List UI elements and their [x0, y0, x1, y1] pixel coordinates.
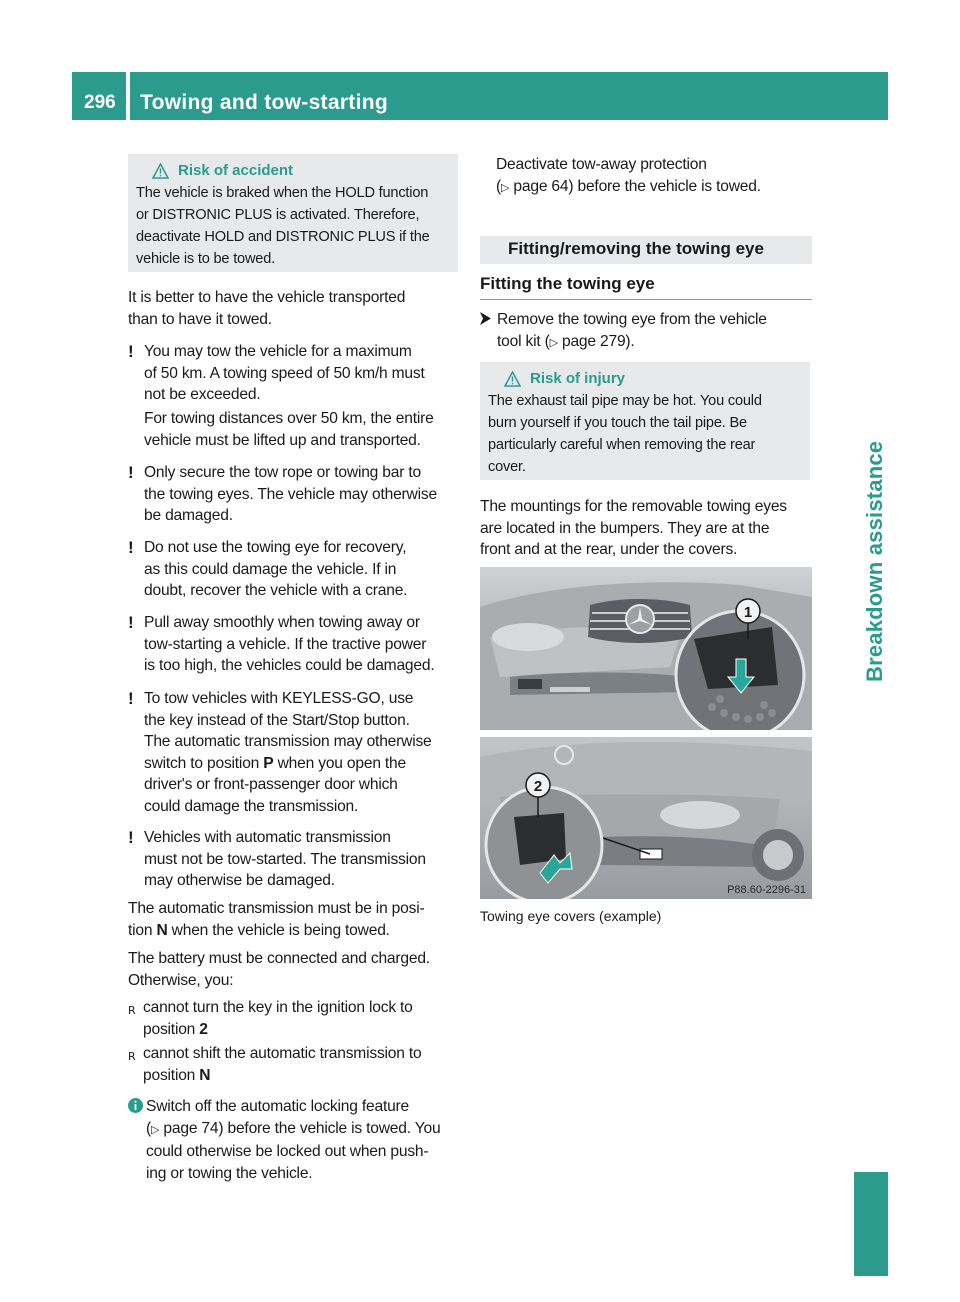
text-line: position N	[143, 1066, 211, 1084]
warning-heading	[488, 368, 802, 390]
text-line: doubt, recover the vehicle with a crane.	[144, 582, 408, 599]
section-heading-text: Fitting/removing the towing eye	[508, 239, 764, 258]
injury-warning-box	[480, 362, 810, 480]
transmission-paragraph	[128, 898, 460, 941]
text-line: switch to position P when you open the	[144, 754, 407, 772]
text-line: driver's or front-passenger door which	[144, 776, 398, 793]
text-line: cannot turn the key in the ignition lock to	[143, 999, 413, 1016]
intro-paragraph	[128, 287, 460, 330]
text-line: tion N when the vehicle is being towed.	[128, 921, 390, 939]
warning-heading-text: Risk of accident	[178, 162, 294, 179]
warning-heading-text: Risk of injury	[530, 370, 626, 387]
battery-paragraph	[128, 948, 462, 991]
text-line: the key instead of the Start/Stop button.	[144, 711, 410, 729]
text-line: (▷ page 64) before the vehicle is towed.	[496, 177, 761, 195]
warning-body-line: deactivate HOLD and DISTRONIC PLUS if the	[136, 229, 430, 245]
page-number: 296	[84, 92, 116, 113]
text-line: The automatic transmission may otherwise	[144, 733, 432, 750]
info-note	[128, 1096, 462, 1184]
text-line: Do not use the towing eye for recovery,	[144, 539, 407, 556]
warning-body-line: burn yourself if you touch the tail pipe. Be	[488, 415, 747, 431]
text-line: the towing eyes. The vehicle may otherwise	[144, 485, 437, 503]
text-line: may otherwise be damaged.	[144, 872, 335, 889]
bullet-marker: R	[128, 1050, 136, 1063]
section-heading	[480, 236, 812, 264]
side-tab-block	[854, 1172, 888, 1276]
caution-note	[128, 827, 460, 893]
warning-body-line: particularly careful when removing the rear	[488, 437, 756, 453]
caution-mark-icon: !	[128, 538, 134, 557]
list-item	[128, 997, 460, 1041]
caution-note	[128, 341, 460, 407]
accident-warning-box	[128, 154, 458, 272]
text-line: could otherwise be locked out when push-	[146, 1143, 429, 1160]
text-line: not be exceeded.	[144, 386, 261, 403]
text-line: tow-starting a vehicle. If the tractive power	[144, 635, 427, 653]
text-line: must not be tow-started. The transmission	[144, 850, 426, 868]
caution-mark-icon: !	[128, 613, 134, 632]
text-line: The automatic transmission must be in posi-	[128, 900, 425, 917]
text-line: ing or towing the vehicle.	[146, 1164, 313, 1182]
text-line: For towing distances over 50 km, the entire	[144, 410, 434, 427]
front-bumper-photo	[480, 567, 812, 730]
caution-note	[128, 688, 460, 822]
text-line: front and at the rear, under the covers.	[480, 541, 738, 558]
info-icon	[128, 1098, 143, 1113]
figure-code: P88.60-2296-31	[727, 884, 806, 896]
list-item	[128, 1043, 460, 1087]
warning-triangle-icon	[152, 163, 169, 179]
front-bumper-illustration	[480, 567, 812, 730]
text-line: is too high, the vehicles could be damaged.	[144, 657, 435, 674]
caution-note	[128, 612, 460, 678]
text-line: (▷ page 74) before the vehicle is towed. You	[146, 1119, 441, 1137]
instruction-step	[480, 309, 812, 353]
rear-bumper-photo	[480, 737, 812, 899]
warning-heading	[136, 160, 450, 182]
chapter-title-block	[130, 72, 888, 120]
text-line: tool kit (▷ page 279).	[497, 332, 635, 350]
sub-heading: Fitting the towing eye	[480, 274, 812, 300]
warning-body-line: vehicle is to be towed.	[136, 251, 275, 267]
text-line: Otherwise, you:	[128, 971, 234, 989]
caution-note	[128, 537, 460, 603]
caution-mark-icon: !	[128, 342, 134, 361]
figure-caption: Towing eye covers (example)	[480, 908, 662, 924]
caution-mark-icon: !	[128, 463, 134, 482]
warning-body-line: or DISTRONIC PLUS is activated. Therefore,	[136, 207, 420, 223]
chapter-title: Towing and tow-starting	[140, 91, 388, 114]
text-line: cannot shift the automatic transmission to	[143, 1045, 422, 1062]
text-line: could damage the transmission.	[144, 797, 359, 815]
text-line: Only secure the tow rope or towing bar to	[144, 464, 421, 481]
caution-note	[128, 462, 460, 528]
warning-body-line: cover.	[488, 459, 526, 475]
mountings-paragraph	[480, 496, 814, 561]
callout-1: 1	[743, 604, 753, 621]
step-arrow-icon	[480, 312, 491, 325]
page-header	[72, 72, 888, 120]
text-line: Remove the towing eye from the vehicle	[497, 311, 767, 328]
text-line: position 2	[143, 1020, 208, 1038]
rear-bumper-illustration	[480, 737, 812, 899]
text-line: be damaged.	[144, 507, 233, 524]
side-tab-label: Breakdown assistance	[862, 440, 887, 682]
text-line: The mountings for the removable towing eyes	[480, 498, 787, 515]
warning-body-line: The vehicle is braked when the HOLD function	[136, 185, 429, 201]
caution-mark-icon: !	[128, 828, 134, 847]
text-line: than to have it towed.	[128, 310, 272, 328]
text-line: It is better to have the vehicle transported	[128, 289, 406, 306]
text-line: The battery must be connected and charged.	[128, 950, 430, 967]
text-line: You may tow the vehicle for a maximum	[144, 343, 412, 360]
bullet-marker: R	[128, 1004, 136, 1017]
warning-body-line: The exhaust tail pipe may be hot. You could	[488, 393, 762, 409]
callout-2: 2	[533, 778, 543, 795]
page-number-block	[72, 72, 126, 120]
text-line: are located in the bumpers. They are at the	[480, 519, 770, 537]
caution-mark-icon: !	[128, 689, 134, 708]
text-line: vehicle must be lifted up and transported.	[144, 431, 421, 449]
tow-protection-paragraph	[496, 154, 812, 199]
text-line: To tow vehicles with KEYLESS-GO, use	[144, 690, 414, 707]
text-line: Vehicles with automatic transmission	[144, 829, 391, 846]
warning-triangle-icon	[504, 371, 521, 387]
caution-note-continuation	[128, 408, 460, 452]
text-line: Pull away smoothly when towing away or	[144, 614, 420, 631]
text-line: Deactivate tow-away protection	[496, 156, 707, 173]
text-line: of 50 km. A towing speed of 50 km/h must	[144, 364, 425, 382]
text-line: as this could damage the vehicle. If in	[144, 560, 397, 578]
text-line: Switch off the automatic locking feature	[146, 1098, 410, 1115]
